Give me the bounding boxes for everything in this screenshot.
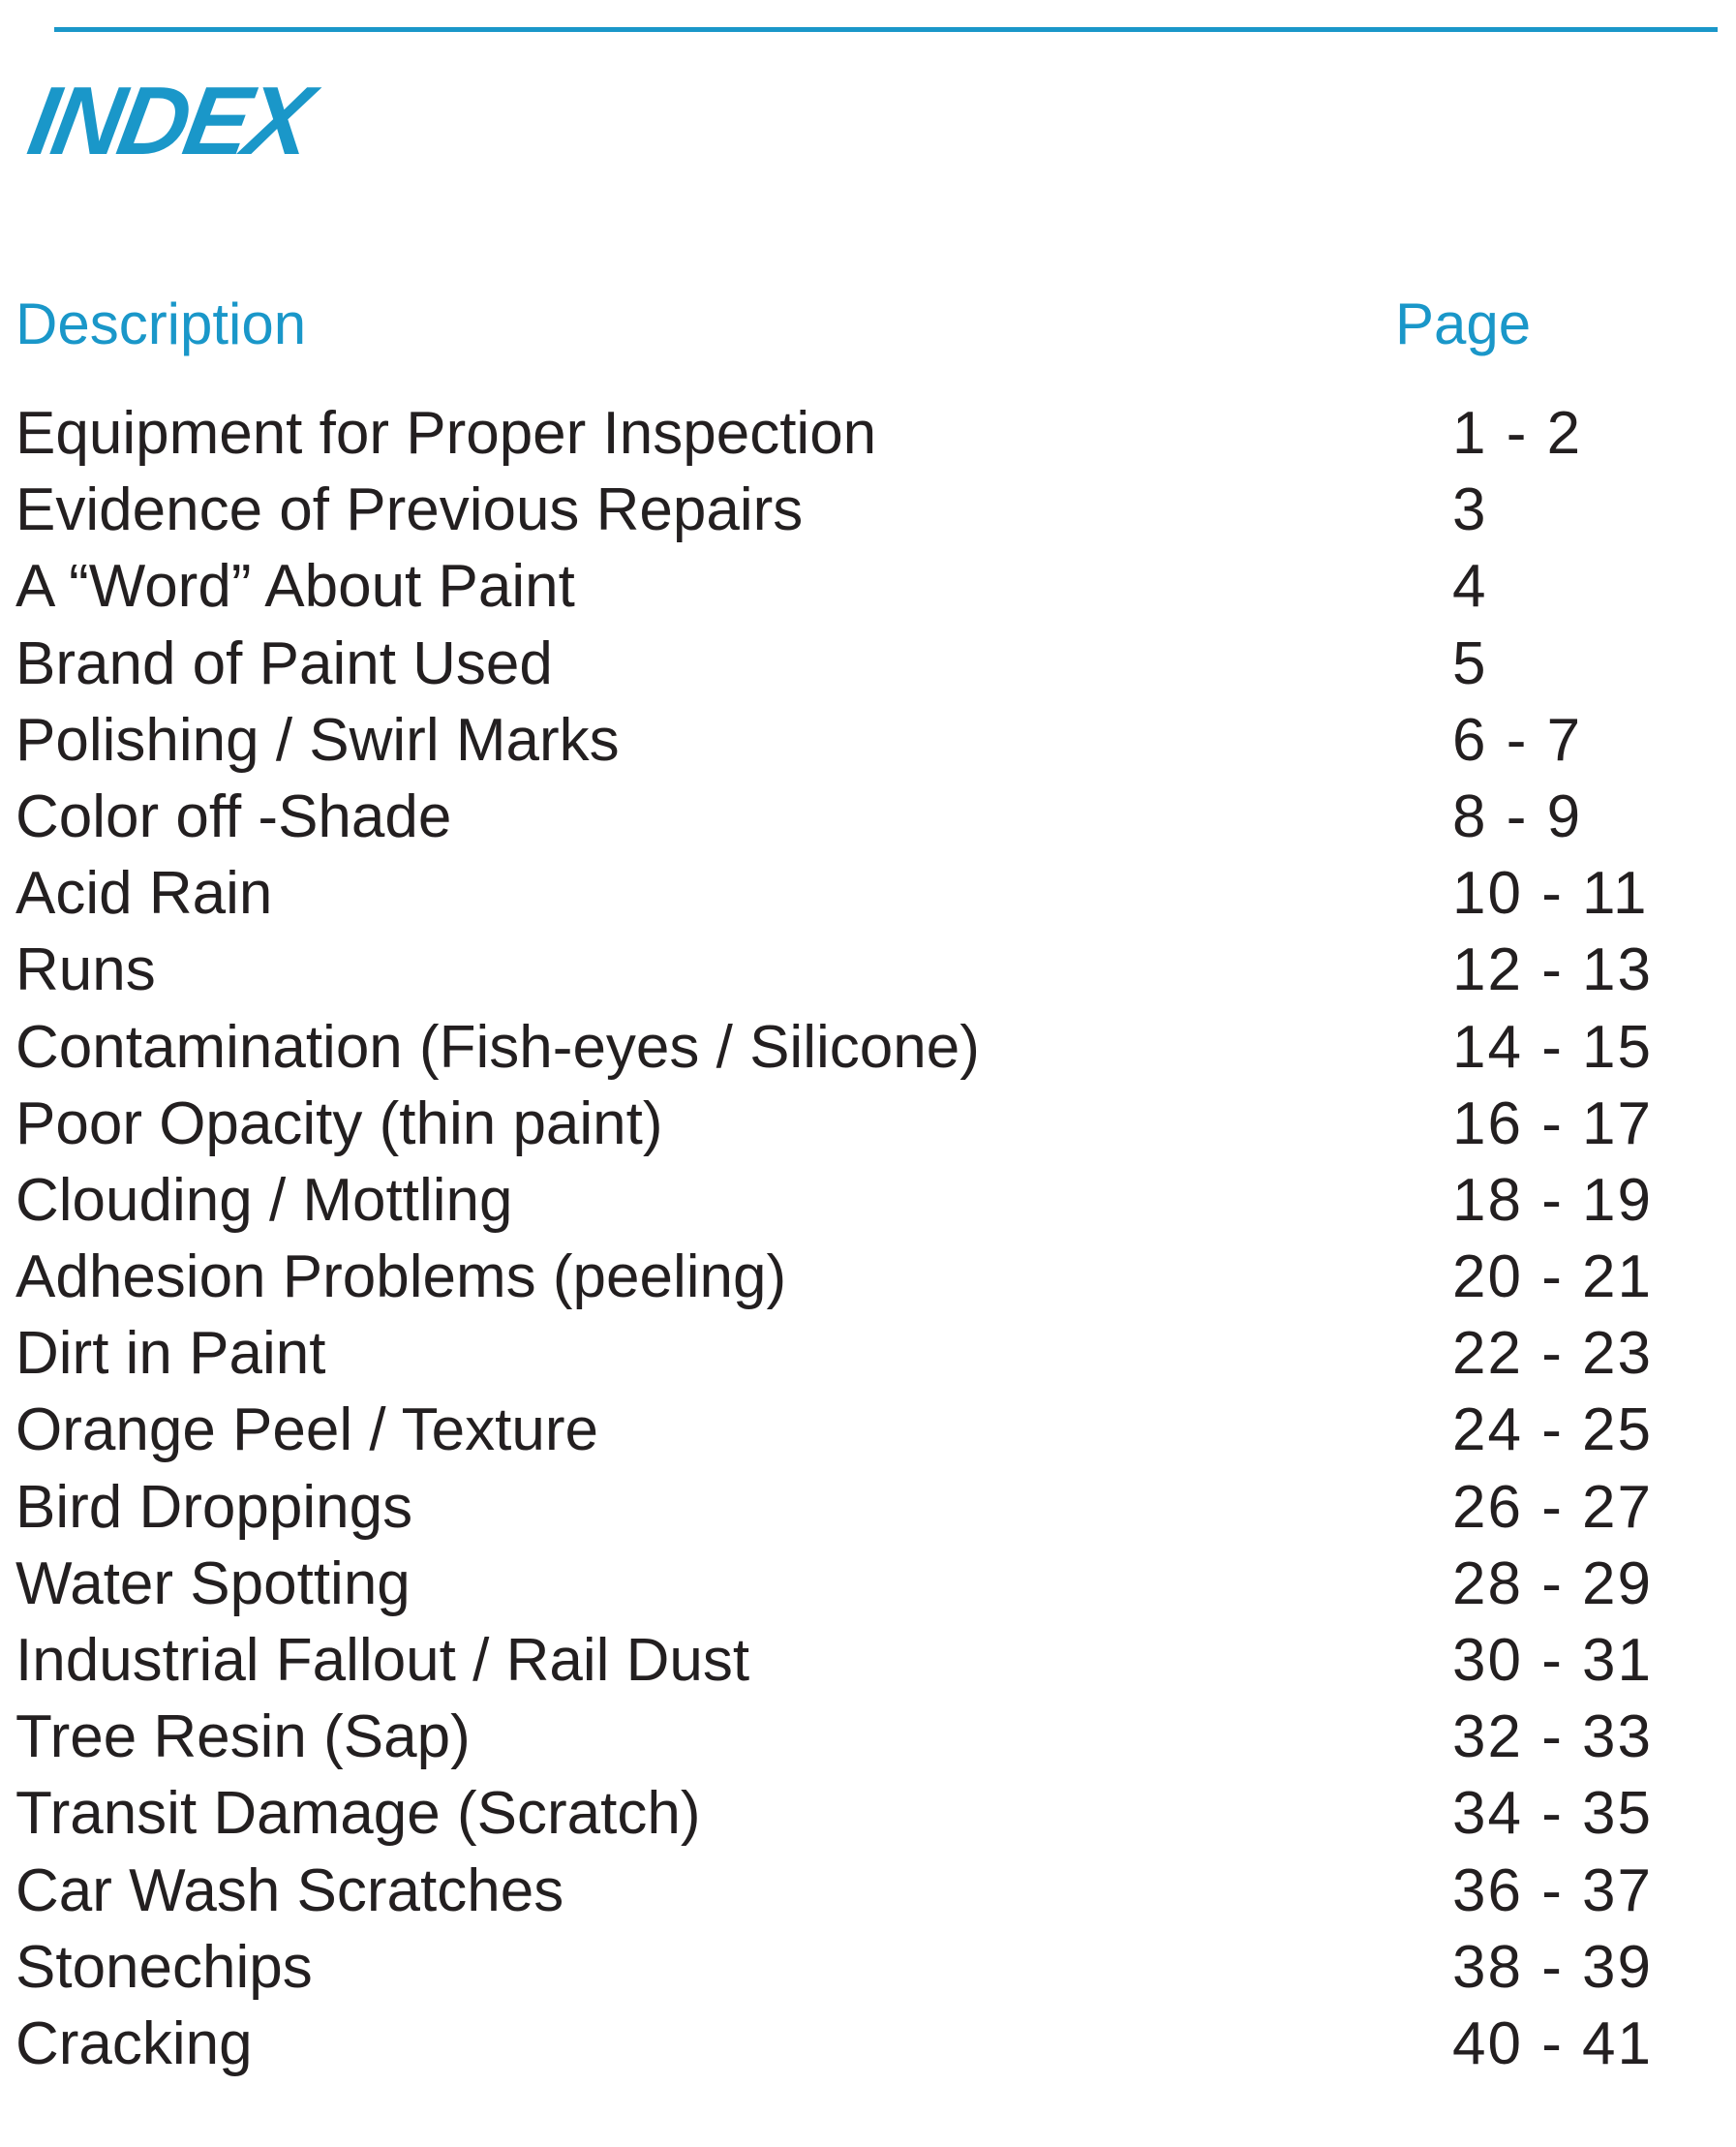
index-entry bbox=[0, 472, 1736, 548]
index-entry bbox=[0, 1546, 1736, 1622]
entry-page-range: 26 - 27 bbox=[1452, 1473, 1654, 1541]
entry-description: Bird Droppings bbox=[15, 1473, 413, 1541]
entry-page-range: 1 - 2 bbox=[1452, 400, 1583, 467]
index-entry bbox=[0, 779, 1736, 855]
index-entry bbox=[0, 1775, 1736, 1852]
entry-page-range: 32 - 33 bbox=[1452, 1703, 1654, 1771]
entry-page-range: 10 - 11 bbox=[1452, 860, 1649, 928]
entry-description: Contamination (Fish-eyes / Silicone) bbox=[15, 1013, 980, 1081]
entry-page-range: 36 - 37 bbox=[1452, 1856, 1654, 1924]
index-entry bbox=[0, 855, 1736, 932]
index-entry bbox=[0, 1086, 1736, 1162]
entry-description: Transit Damage (Scratch) bbox=[15, 1780, 701, 1848]
entry-description: Tree Resin (Sap) bbox=[15, 1703, 471, 1771]
index-entry bbox=[0, 932, 1736, 1008]
entry-description: Cracking bbox=[15, 2009, 253, 2077]
entry-description: Runs bbox=[15, 936, 156, 1004]
entry-page-range: 3 bbox=[1452, 476, 1488, 544]
index-entry bbox=[0, 2006, 1736, 2082]
entry-page-range: 24 - 25 bbox=[1452, 1396, 1654, 1464]
entry-page-range: 14 - 15 bbox=[1452, 1013, 1654, 1081]
entry-description: Dirt in Paint bbox=[15, 1320, 326, 1388]
index-entry bbox=[0, 1622, 1736, 1699]
entry-page-range: 22 - 23 bbox=[1452, 1320, 1654, 1388]
entry-description: Color off -Shade bbox=[15, 782, 452, 850]
entry-description: Orange Peel / Texture bbox=[15, 1396, 598, 1464]
entry-description: Equipment for Proper Inspection bbox=[15, 400, 877, 467]
entry-page-range: 38 - 39 bbox=[1452, 1933, 1654, 2001]
entry-page-range: 12 - 13 bbox=[1452, 936, 1654, 1004]
entry-page-range: 4 bbox=[1452, 553, 1488, 621]
entry-page-range: 40 - 41 bbox=[1452, 2009, 1654, 2077]
index-entry bbox=[0, 1469, 1736, 1546]
index-entry bbox=[0, 395, 1736, 472]
index-entry bbox=[0, 1239, 1736, 1315]
index-entry bbox=[0, 1009, 1736, 1086]
index-entry bbox=[0, 1315, 1736, 1392]
index-header-row bbox=[0, 291, 1736, 358]
entry-description: Water Spotting bbox=[15, 1549, 411, 1617]
index-entry bbox=[0, 626, 1736, 702]
top-divider bbox=[54, 27, 1718, 32]
entry-description: Industrial Fallout / Rail Dust bbox=[15, 1627, 750, 1694]
entry-page-range: 28 - 29 bbox=[1452, 1549, 1654, 1617]
entry-description: A “Word” About Paint bbox=[15, 553, 575, 621]
entry-page-range: 18 - 19 bbox=[1452, 1166, 1654, 1234]
entry-page-range: 34 - 35 bbox=[1452, 1780, 1654, 1848]
index-entry bbox=[0, 1929, 1736, 2006]
entry-page-range: 6 - 7 bbox=[1452, 706, 1583, 774]
entry-description: Acid Rain bbox=[15, 860, 273, 928]
entry-page-range: 8 - 9 bbox=[1452, 782, 1583, 850]
entry-description: Clouding / Mottling bbox=[15, 1166, 513, 1234]
index-entry bbox=[0, 548, 1736, 625]
index-entry bbox=[0, 1392, 1736, 1468]
page-column-header: Page bbox=[1395, 291, 1532, 356]
index-entry bbox=[0, 1853, 1736, 1929]
entry-description: Brand of Paint Used bbox=[15, 629, 553, 697]
entry-page-range: 30 - 31 bbox=[1452, 1627, 1654, 1694]
entry-description: Adhesion Problems (peeling) bbox=[15, 1243, 787, 1311]
index-entry bbox=[0, 1699, 1736, 1775]
index-entry bbox=[0, 1162, 1736, 1239]
entry-description: Polishing / Swirl Marks bbox=[15, 706, 620, 774]
description-column-header: Description bbox=[15, 291, 307, 356]
index-entry bbox=[0, 702, 1736, 779]
entry-description: Car Wash Scratches bbox=[15, 1856, 564, 1924]
entry-description: Evidence of Previous Repairs bbox=[15, 476, 804, 544]
page-title: INDEX bbox=[20, 67, 318, 175]
entry-page-range: 5 bbox=[1452, 629, 1488, 697]
entry-page-range: 20 - 21 bbox=[1452, 1243, 1654, 1311]
entry-page-range: 16 - 17 bbox=[1452, 1089, 1654, 1157]
index-entries-list bbox=[0, 395, 1736, 2082]
entry-description: Poor Opacity (thin paint) bbox=[15, 1089, 663, 1157]
entry-description: Stonechips bbox=[15, 1933, 313, 2001]
